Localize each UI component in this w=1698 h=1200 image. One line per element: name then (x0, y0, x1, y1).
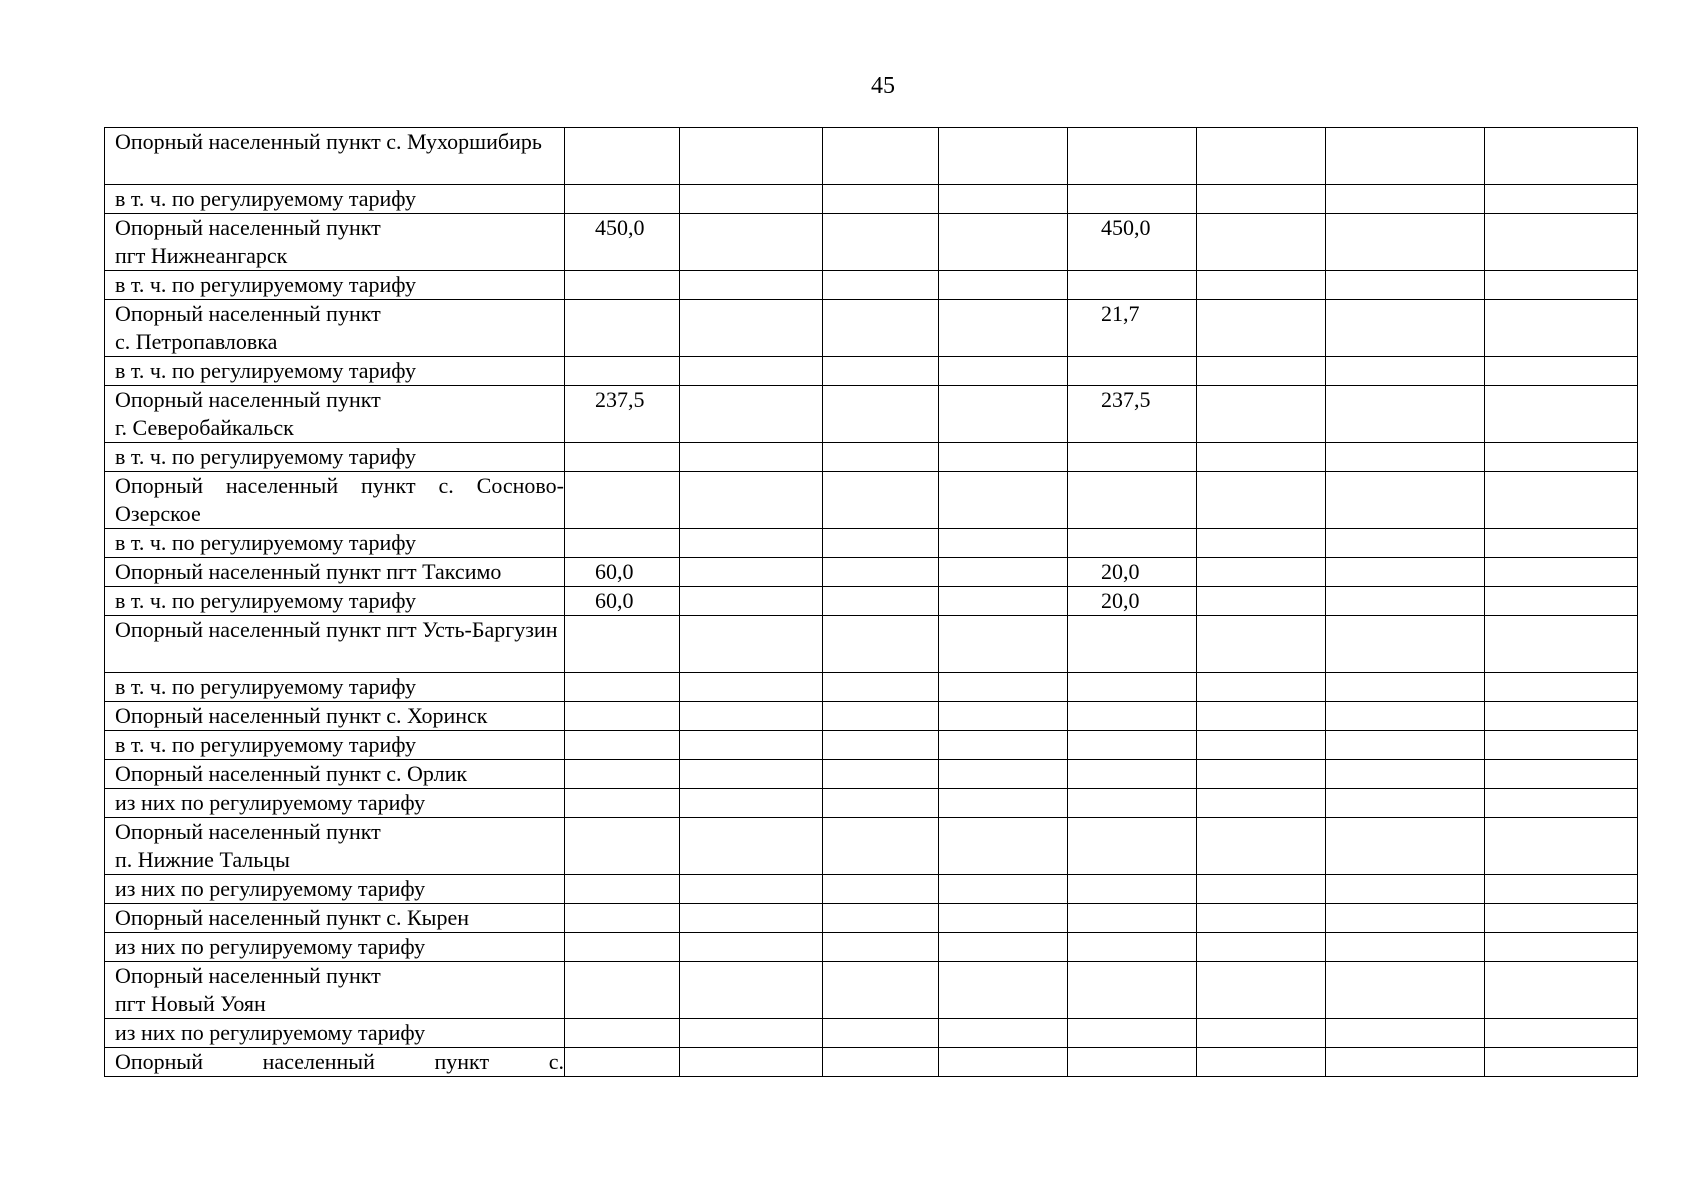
value-cell-col8 (1326, 185, 1485, 214)
table-row (105, 731, 1638, 760)
value-cell-col2 (565, 933, 680, 962)
value-cell-col2 (565, 760, 680, 789)
value-cell-col6: 20,0 (1068, 558, 1197, 587)
value-cell-col7 (1197, 587, 1326, 616)
value-cell-col7 (1197, 760, 1326, 789)
value-cell-col6 (1068, 1019, 1197, 1048)
value-cell-col9 (1485, 271, 1638, 300)
value-cell-col4 (823, 789, 939, 818)
value-cell-col4 (823, 673, 939, 702)
row-label (105, 300, 565, 357)
value-cell-col9 (1485, 962, 1638, 1019)
value-cell-col8 (1326, 789, 1485, 818)
value-cell-col4 (823, 760, 939, 789)
value-cell-col5 (939, 1048, 1068, 1077)
value-cell-col7 (1197, 128, 1326, 185)
value-cell-col2 (565, 904, 680, 933)
value-cell-col3 (680, 443, 823, 472)
value-cell-col4 (823, 185, 939, 214)
row-label-line1: Опорный населенный пункт (115, 387, 381, 412)
value-cell-col9 (1485, 818, 1638, 875)
value-cell-col6 (1068, 673, 1197, 702)
value-cell-col2 (565, 357, 680, 386)
value-cell-col4 (823, 300, 939, 357)
table-row (105, 214, 1638, 271)
value-cell-col8 (1326, 1019, 1485, 1048)
value-cell-col5 (939, 214, 1068, 271)
value-cell-col6 (1068, 128, 1197, 185)
value-cell-col6 (1068, 702, 1197, 731)
value-cell-col5 (939, 128, 1068, 185)
value-cell-col7 (1197, 962, 1326, 1019)
table-row (105, 587, 1638, 616)
value-cell-col9 (1485, 1048, 1638, 1077)
value-cell-col9 (1485, 933, 1638, 962)
value-cell-col9 (1485, 128, 1638, 185)
value-cell-col4 (823, 386, 939, 443)
value-cell-col7 (1197, 386, 1326, 443)
value-cell-col8 (1326, 271, 1485, 300)
value-cell-col2 (565, 1048, 680, 1077)
value-cell-col8 (1326, 386, 1485, 443)
value-cell-col5 (939, 702, 1068, 731)
table-row (105, 271, 1638, 300)
value-cell-col6 (1068, 933, 1197, 962)
value-cell-col4 (823, 529, 939, 558)
row-label: Опорный населенный пункт пгт Усть-Баргузин (105, 616, 565, 673)
value-cell-col8 (1326, 472, 1485, 529)
value-cell-col5 (939, 443, 1068, 472)
table-row (105, 875, 1638, 904)
table-row (105, 1048, 1638, 1077)
value-cell-col3 (680, 529, 823, 558)
value-cell-col7 (1197, 789, 1326, 818)
value-cell-col8 (1326, 818, 1485, 875)
value-cell-col2: 237,5 (565, 386, 680, 443)
value-cell-col9 (1485, 731, 1638, 760)
value-cell-col7 (1197, 214, 1326, 271)
value-cell-col3 (680, 616, 823, 673)
value-cell-col2 (565, 875, 680, 904)
row-label: Опорный населенный пункт с. Мухоршибирь (105, 128, 565, 185)
value-cell-col9 (1485, 472, 1638, 529)
value-cell-col3 (680, 818, 823, 875)
table-row (105, 558, 1638, 587)
table-row (105, 702, 1638, 731)
value-cell-col6 (1068, 875, 1197, 904)
table-row (105, 128, 1638, 185)
value-cell-col9 (1485, 529, 1638, 558)
value-cell-col2 (565, 818, 680, 875)
value-cell-col5 (939, 558, 1068, 587)
value-cell-col4 (823, 875, 939, 904)
value-cell-col3 (680, 472, 823, 529)
table-row (105, 472, 1638, 529)
row-label-line2: с. Петропавловка (115, 329, 278, 354)
value-cell-col4 (823, 128, 939, 185)
value-cell-col2: 450,0 (565, 214, 680, 271)
value-cell-col3 (680, 933, 823, 962)
value-cell-col8 (1326, 558, 1485, 587)
value-cell-col3 (680, 185, 823, 214)
value-cell-col9 (1485, 875, 1638, 904)
value-cell-col5 (939, 185, 1068, 214)
table-row (105, 357, 1638, 386)
value-cell-col3 (680, 702, 823, 731)
value-cell-col7 (1197, 185, 1326, 214)
table-row (105, 386, 1638, 443)
value-cell-col5 (939, 616, 1068, 673)
value-cell-col3 (680, 558, 823, 587)
value-cell-col3 (680, 875, 823, 904)
value-cell-col6 (1068, 818, 1197, 875)
row-label-line2: пгт Новый Уоян (115, 991, 266, 1016)
value-cell-col3 (680, 760, 823, 789)
row-label: из них по регулируемому тарифу (105, 875, 565, 904)
table-row (105, 962, 1638, 1019)
value-cell-col5 (939, 818, 1068, 875)
value-cell-col2 (565, 529, 680, 558)
value-cell-col8 (1326, 1048, 1485, 1077)
value-cell-col3 (680, 386, 823, 443)
value-cell-col5 (939, 962, 1068, 1019)
value-cell-col3 (680, 962, 823, 1019)
table-row (105, 300, 1638, 357)
value-cell-col8 (1326, 529, 1485, 558)
value-cell-col6 (1068, 185, 1197, 214)
value-cell-col3 (680, 300, 823, 357)
value-cell-col5 (939, 587, 1068, 616)
value-cell-col4 (823, 731, 939, 760)
table-row (105, 904, 1638, 933)
value-cell-col3 (680, 1019, 823, 1048)
value-cell-col5 (939, 1019, 1068, 1048)
value-cell-col6 (1068, 904, 1197, 933)
row-label-line2: п. Нижние Тальцы (115, 847, 290, 872)
value-cell-col8 (1326, 443, 1485, 472)
value-cell-col5 (939, 789, 1068, 818)
value-cell-col2 (565, 472, 680, 529)
value-cell-col2 (565, 185, 680, 214)
row-label: в т. ч. по регулируемому тарифу (105, 443, 565, 472)
value-cell-col3 (680, 357, 823, 386)
row-label: из них по регулируемому тарифу (105, 933, 565, 962)
value-cell-col9 (1485, 443, 1638, 472)
value-cell-col5 (939, 673, 1068, 702)
value-cell-col5 (939, 386, 1068, 443)
value-cell-col4 (823, 1019, 939, 1048)
value-cell-col5 (939, 529, 1068, 558)
value-cell-col5 (939, 357, 1068, 386)
value-cell-col8 (1326, 933, 1485, 962)
value-cell-col5 (939, 300, 1068, 357)
row-label (105, 386, 565, 443)
value-cell-col9 (1485, 185, 1638, 214)
value-cell-col7 (1197, 818, 1326, 875)
value-cell-col3 (680, 128, 823, 185)
value-cell-col7 (1197, 731, 1326, 760)
row-label (105, 962, 565, 1019)
value-cell-col8 (1326, 214, 1485, 271)
row-label: в т. ч. по регулируемому тарифу (105, 529, 565, 558)
table-row (105, 529, 1638, 558)
table-row (105, 616, 1638, 673)
value-cell-col8 (1326, 128, 1485, 185)
value-cell-col4 (823, 271, 939, 300)
value-cell-col3 (680, 731, 823, 760)
value-cell-col6 (1068, 357, 1197, 386)
value-cell-col8 (1326, 673, 1485, 702)
value-cell-col6 (1068, 271, 1197, 300)
value-cell-col7 (1197, 529, 1326, 558)
value-cell-col4 (823, 1048, 939, 1077)
row-label-line1: Опорный населенный пункт (115, 301, 381, 326)
value-cell-col5 (939, 731, 1068, 760)
row-label: из них по регулируемому тарифу (105, 789, 565, 818)
value-cell-col6: 450,0 (1068, 214, 1197, 271)
value-cell-col4 (823, 616, 939, 673)
value-cell-col9 (1485, 214, 1638, 271)
value-cell-col3 (680, 1048, 823, 1077)
value-cell-col4 (823, 214, 939, 271)
value-cell-col4 (823, 702, 939, 731)
value-cell-col4 (823, 357, 939, 386)
row-label (105, 214, 565, 271)
value-cell-col3 (680, 904, 823, 933)
value-cell-col7 (1197, 673, 1326, 702)
value-cell-col2 (565, 962, 680, 1019)
value-cell-col2 (565, 616, 680, 673)
value-cell-col9 (1485, 904, 1638, 933)
value-cell-col2 (565, 300, 680, 357)
value-cell-col2: 60,0 (565, 558, 680, 587)
row-label: Опорный населенный пункт с. Сосново-Озерское (105, 472, 565, 529)
value-cell-col9 (1485, 587, 1638, 616)
table-row (105, 673, 1638, 702)
row-label: в т. ч. по регулируемому тарифу (105, 185, 565, 214)
row-label: Опорный населенный пункт пгт Таксимо (105, 558, 565, 587)
value-cell-col9 (1485, 300, 1638, 357)
value-cell-col5 (939, 933, 1068, 962)
row-label: в т. ч. по регулируемому тарифу (105, 587, 565, 616)
row-label: Опорный населенный пункт с. Орлик (105, 760, 565, 789)
value-cell-col4 (823, 904, 939, 933)
value-cell-col8 (1326, 760, 1485, 789)
value-cell-col6 (1068, 529, 1197, 558)
value-cell-col2 (565, 443, 680, 472)
value-cell-col9 (1485, 558, 1638, 587)
value-cell-col2 (565, 128, 680, 185)
value-cell-col8 (1326, 731, 1485, 760)
table-row (105, 1019, 1638, 1048)
value-cell-col8 (1326, 904, 1485, 933)
value-cell-col6 (1068, 760, 1197, 789)
table-row (105, 789, 1638, 818)
value-cell-col9 (1485, 673, 1638, 702)
value-cell-col5 (939, 875, 1068, 904)
row-label: в т. ч. по регулируемому тарифу (105, 271, 565, 300)
value-cell-col7 (1197, 875, 1326, 904)
row-label-line1: Опорный населенный пункт (115, 819, 381, 844)
table-body (105, 128, 1638, 1077)
value-cell-col9 (1485, 760, 1638, 789)
value-cell-col7 (1197, 904, 1326, 933)
value-cell-col3 (680, 673, 823, 702)
row-label: из них по регулируемому тарифу (105, 1019, 565, 1048)
row-label: Опорный населенный пункт с. (105, 1048, 565, 1077)
value-cell-col8 (1326, 962, 1485, 1019)
value-cell-col4 (823, 818, 939, 875)
value-cell-col5 (939, 271, 1068, 300)
value-cell-col7 (1197, 702, 1326, 731)
value-cell-col8 (1326, 702, 1485, 731)
row-label: в т. ч. по регулируемому тарифу (105, 673, 565, 702)
value-cell-col3 (680, 214, 823, 271)
value-cell-col7 (1197, 443, 1326, 472)
row-label: Опорный населенный пункт с. Кырен (105, 904, 565, 933)
table-row (105, 185, 1638, 214)
row-label-line2: г. Северобайкальск (115, 415, 294, 440)
value-cell-col6: 20,0 (1068, 587, 1197, 616)
value-cell-col5 (939, 760, 1068, 789)
value-cell-col7 (1197, 1048, 1326, 1077)
value-cell-col6 (1068, 472, 1197, 529)
value-cell-col6 (1068, 443, 1197, 472)
value-cell-col9 (1485, 789, 1638, 818)
row-label-line1: Опорный населенный пункт (115, 963, 381, 988)
value-cell-col8 (1326, 875, 1485, 904)
table-row (105, 933, 1638, 962)
value-cell-col6: 21,7 (1068, 300, 1197, 357)
value-cell-col4 (823, 962, 939, 1019)
row-label: в т. ч. по регулируемому тарифу (105, 731, 565, 760)
value-cell-col2 (565, 673, 680, 702)
value-cell-col7 (1197, 357, 1326, 386)
value-cell-col6 (1068, 731, 1197, 760)
row-label: Опорный населенный пункт с. Хоринск (105, 702, 565, 731)
table-row (105, 443, 1638, 472)
value-cell-col4 (823, 443, 939, 472)
value-cell-col4 (823, 472, 939, 529)
value-cell-col7 (1197, 300, 1326, 357)
row-label (105, 818, 565, 875)
value-cell-col6: 237,5 (1068, 386, 1197, 443)
value-cell-col9 (1485, 1019, 1638, 1048)
value-cell-col6 (1068, 789, 1197, 818)
value-cell-col3 (680, 789, 823, 818)
table-row (105, 818, 1638, 875)
value-cell-col2 (565, 789, 680, 818)
value-cell-col9 (1485, 702, 1638, 731)
value-cell-col7 (1197, 1019, 1326, 1048)
value-cell-col3 (680, 587, 823, 616)
row-label-line1: Опорный населенный пункт (115, 215, 381, 240)
row-label-line2: пгт Нижнеангарск (115, 243, 288, 268)
value-cell-col2 (565, 1019, 680, 1048)
value-cell-col7 (1197, 472, 1326, 529)
value-cell-col4 (823, 558, 939, 587)
value-cell-col7 (1197, 933, 1326, 962)
data-table (104, 127, 1638, 1077)
value-cell-col7 (1197, 271, 1326, 300)
value-cell-col2: 60,0 (565, 587, 680, 616)
value-cell-col3 (680, 271, 823, 300)
value-cell-col6 (1068, 616, 1197, 673)
value-cell-col5 (939, 472, 1068, 529)
value-cell-col2 (565, 702, 680, 731)
value-cell-col5 (939, 904, 1068, 933)
table-row (105, 760, 1638, 789)
value-cell-col4 (823, 587, 939, 616)
row-label: в т. ч. по регулируемому тарифу (105, 357, 565, 386)
value-cell-col8 (1326, 616, 1485, 673)
value-cell-col8 (1326, 587, 1485, 616)
value-cell-col8 (1326, 357, 1485, 386)
value-cell-col4 (823, 933, 939, 962)
value-cell-col2 (565, 271, 680, 300)
value-cell-col6 (1068, 962, 1197, 1019)
page-number: 45 (871, 73, 895, 99)
value-cell-col8 (1326, 300, 1485, 357)
value-cell-col9 (1485, 386, 1638, 443)
value-cell-col2 (565, 731, 680, 760)
value-cell-col9 (1485, 616, 1638, 673)
value-cell-col7 (1197, 616, 1326, 673)
value-cell-col7 (1197, 558, 1326, 587)
value-cell-col6 (1068, 1048, 1197, 1077)
value-cell-col9 (1485, 357, 1638, 386)
